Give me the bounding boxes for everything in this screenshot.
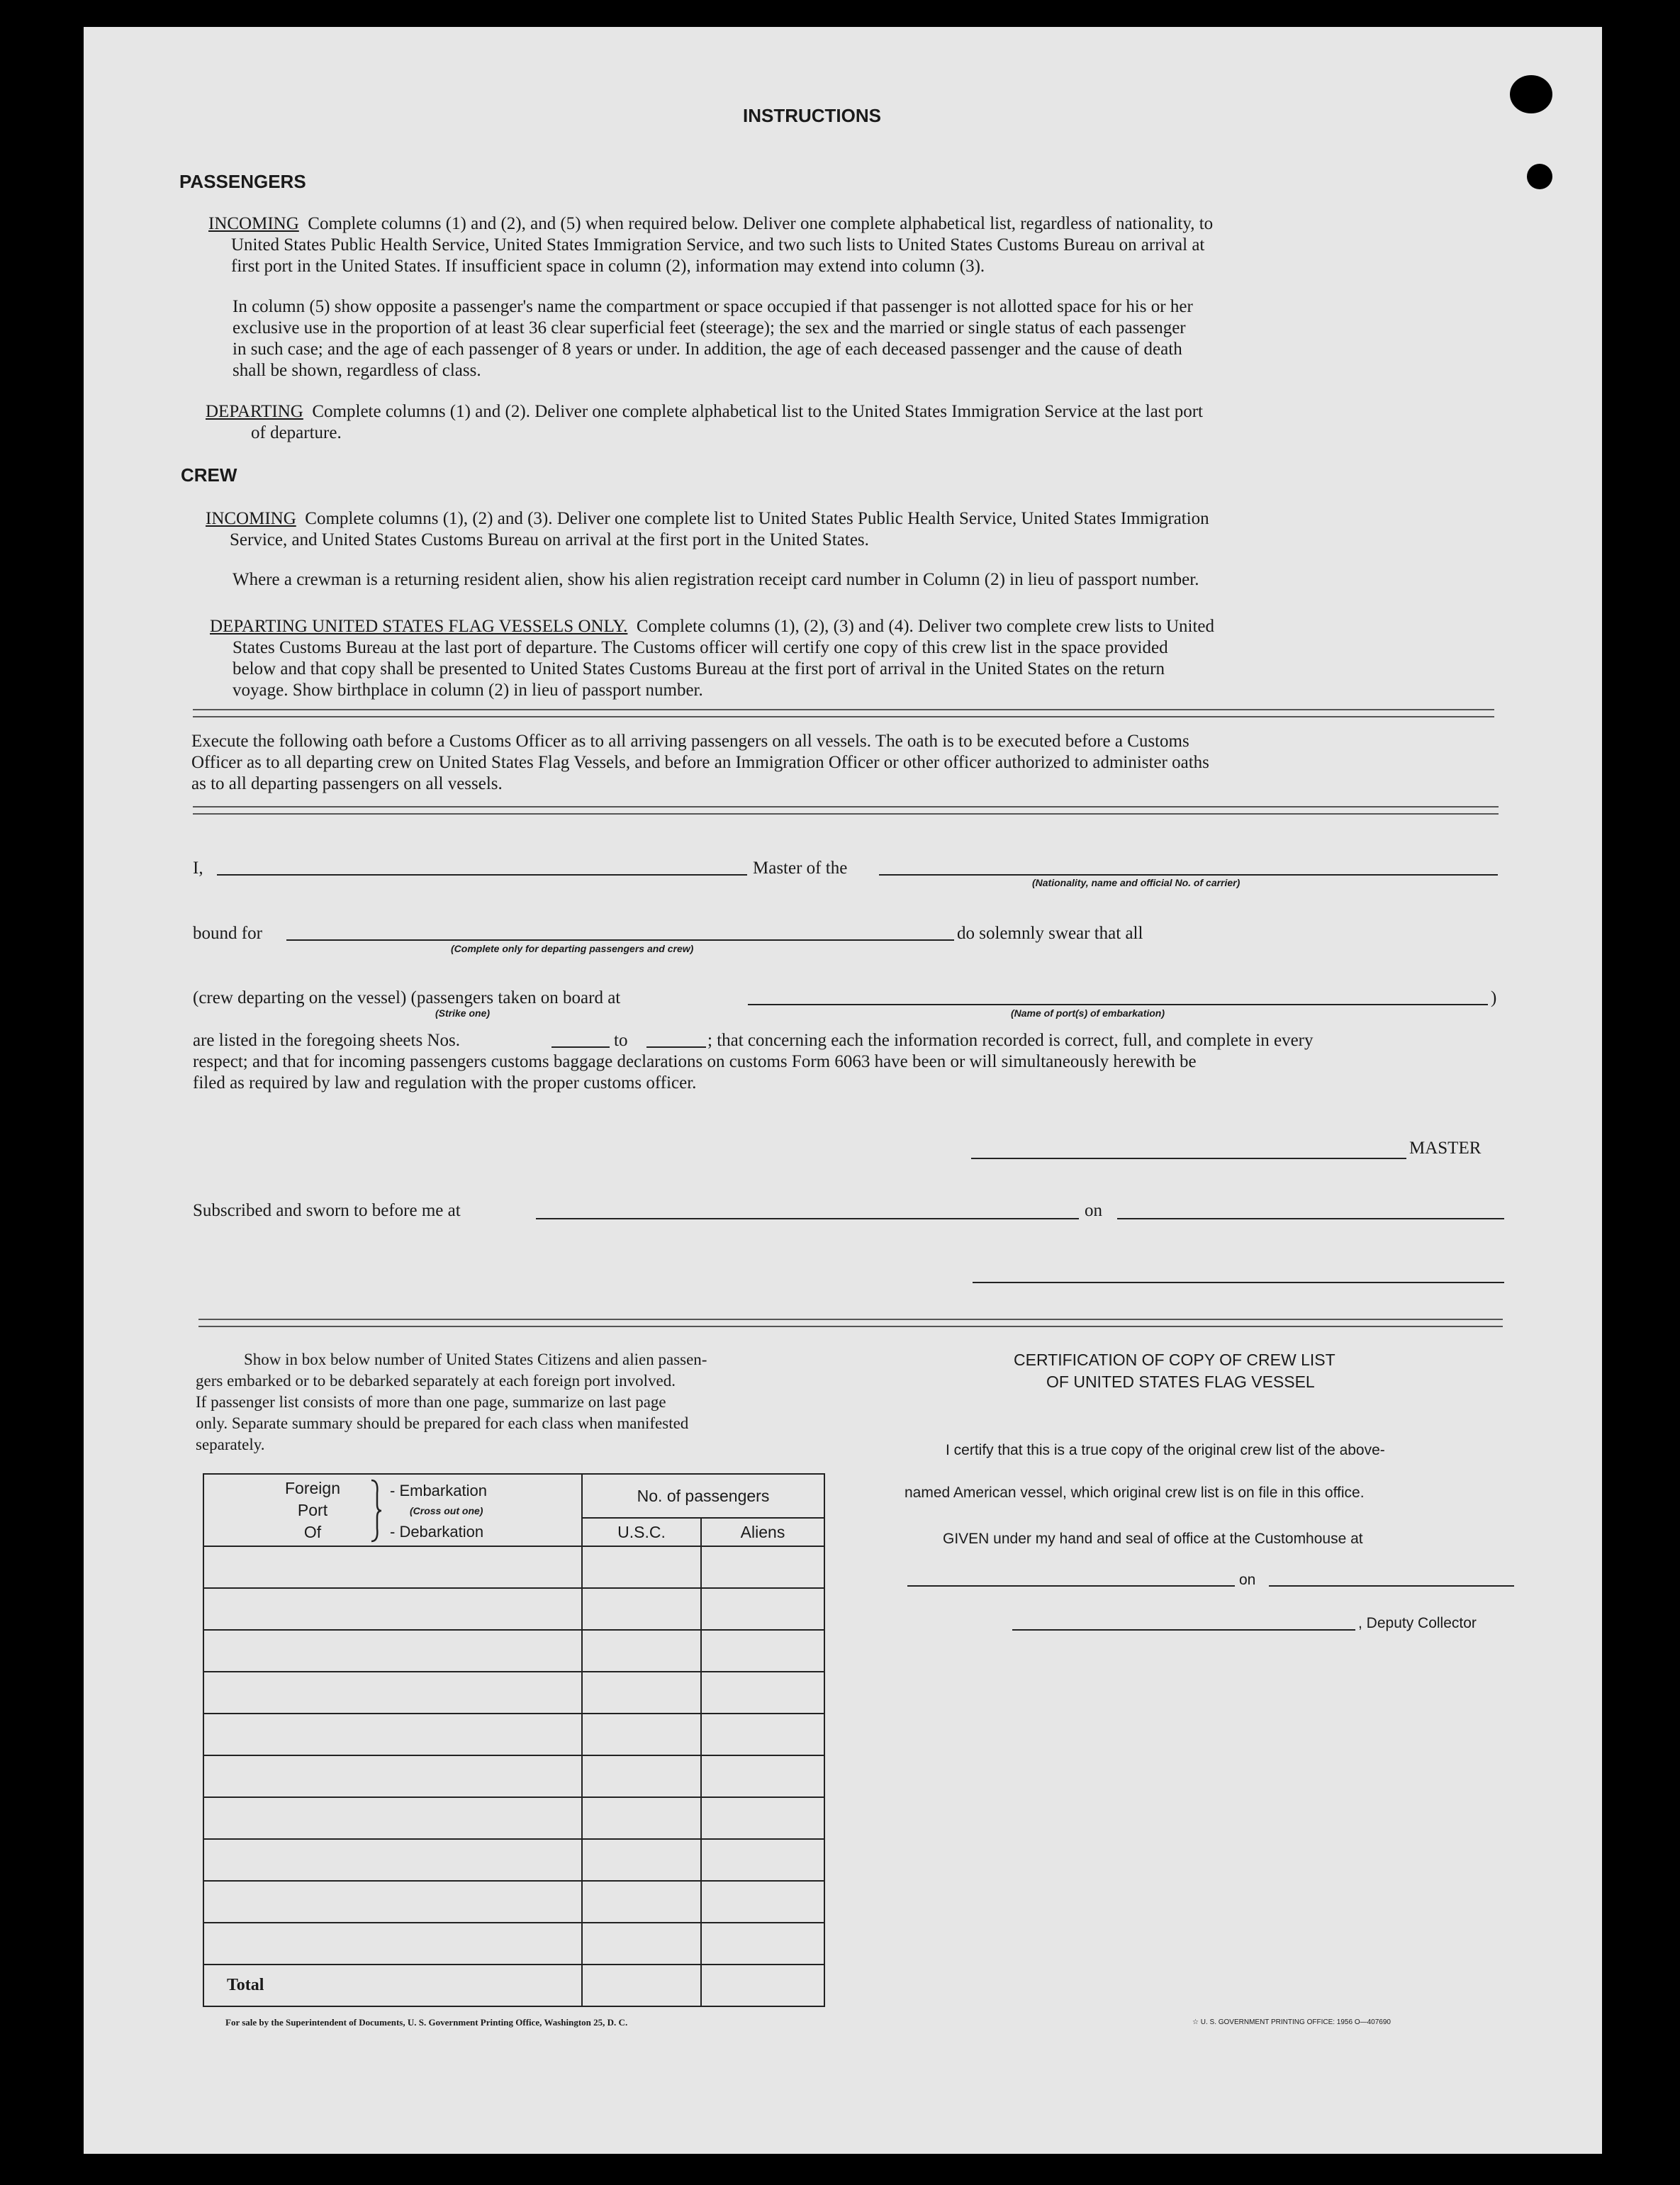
aliens-cell[interactable] [701,1839,824,1881]
listed-line-2: respect; and that for incoming passengers customs baggage declarations on customs Form 6063 have been or will simultaneously herewith be [193,1052,1197,1071]
text-line: Complete columns (1) and (2), and (5) when required below. Deliver one complete alphabetical list, regardless of nationality, to [308,214,1214,233]
carrier-note: (Nationality, name and official No. of carrier) [1032,877,1241,888]
text-line: first port in the United States. If insufficient space in column (2), information may extend into column (3). [231,257,985,276]
port-cell[interactable] [203,1630,582,1672]
table-row [203,1546,824,1588]
punch-hole-bottom [1527,164,1552,189]
text-line: shall be shown, regardless of class. [233,361,481,380]
text-line: gers embarked or to be debarked separately at each foreign port involved. [196,1372,676,1390]
usc-cell[interactable] [582,1630,701,1672]
crew-departing [210,616,1214,701]
punch-hole-top [1510,75,1552,113]
passengers-departing [206,401,1203,444]
aliens-cell[interactable] [701,1755,824,1797]
footer-right: ☆ U. S. GOVERNMENT PRINTING OFFICE: 1956 O—407690 [1192,2018,1391,2026]
text-line: In column (5) show opposite a passenger's name the compartment or space occupied if that passenger is not allotted space for his or her [233,297,1193,316]
oath-i-label: I, [193,859,203,878]
customhouse-field[interactable] [907,1585,1235,1587]
embarkation-label: - Embarkation [390,1482,487,1499]
aliens-cell[interactable] [701,1546,824,1588]
text-line: Officer as to all departing crew on United States Flag Vessels, and before an Immigration Officer or other officer authorized to administer oaths [191,753,1209,772]
bound-for-note: (Complete only for departing passengers and crew) [451,943,694,954]
passengers-column5-note [233,296,1193,381]
crew-heading: CREW [181,464,237,486]
usc-cell[interactable] [582,1881,701,1923]
subscribed-label: Subscribed and sworn to before me at [193,1201,461,1220]
table-row [203,1797,824,1839]
table-row [203,1923,824,1965]
usc-cell[interactable] [582,1755,701,1797]
usc-cell[interactable] [582,1672,701,1714]
brace-icon [369,1479,383,1543]
master-name-field[interactable] [217,874,747,876]
master-signature-field[interactable] [971,1158,1406,1159]
text-line: exclusive use in the proportion of at least 36 clear superficial feet (steerage); the sex and the married or single status of each passenger [233,318,1186,337]
aliens-cell[interactable] [701,1588,824,1630]
oath-intro [191,731,1209,795]
certification-line-2: named American vessel, which original crew list is on file in this office. [905,1485,1365,1501]
divider-rule [193,806,1499,815]
sworn-date-field[interactable] [1117,1218,1504,1219]
port-cell[interactable] [203,1797,582,1839]
passengers-heading: PASSENGERS [179,171,306,192]
text-line: Complete columns (1), (2) and (3). Deliver one complete list to United States Public Health Service, United States Immigration [305,509,1209,528]
close-paren: ) [1491,988,1497,1007]
sworn-on-label: on [1085,1201,1102,1220]
footer-left: For sale by the Superintendent of Documents, U. S. Government Printing Office, Washington 25, D. C. [225,2017,628,2028]
text-line: If passenger list consists of more than one page, summarize on last page [196,1393,666,1411]
bound-for-field[interactable] [286,939,954,941]
divider-rule [198,1319,1503,1327]
divider-rule [193,709,1494,717]
crew-departing-label: DEPARTING UNITED STATES FLAG VESSELS ONLY. [210,617,628,636]
text-line: Service, and United States Customs Bureau on arrival at the first port in the United States. [230,530,869,549]
crew-incoming [206,508,1209,551]
usc-cell[interactable] [582,1923,701,1965]
text-line: as to all departing passengers on all vessels. [191,774,503,793]
bound-for-label: bound for [193,924,262,943]
total-label: Total [203,1965,582,2006]
usc-cell[interactable] [582,1714,701,1755]
usc-cell[interactable] [582,1839,701,1881]
of-label: Of [303,1523,322,1541]
summary-instructions [196,1349,707,1455]
table-row [203,1839,824,1881]
listed-to: to [614,1031,628,1050]
table-row [203,1630,824,1672]
certification-on-label: on [1239,1572,1256,1588]
port-header-cell [203,1474,582,1546]
text-line: below and that copy shall be presented to United States Customs Bureau at the first port of arrival in the United States on the return [233,659,1165,678]
usc-header: U.S.C. [582,1518,701,1546]
port-cell[interactable] [203,1881,582,1923]
aliens-cell[interactable] [701,1923,824,1965]
usc-cell[interactable] [582,1588,701,1630]
text-line: of departure. [251,423,342,442]
table-row [203,1755,824,1797]
usc-cell[interactable] [582,1797,701,1839]
deputy-signature-field[interactable] [1012,1629,1355,1631]
no-of-passengers-header: No. of passengers [582,1474,824,1518]
port-cell[interactable] [203,1588,582,1630]
cross-out-note: (Cross out one) [410,1505,483,1516]
master-label: MASTER [1409,1139,1482,1158]
port-cell[interactable] [203,1755,582,1797]
officer-signature-field[interactable] [973,1282,1504,1283]
swear-text: do solemnly swear that all [957,924,1143,943]
text-line: Where a crewman is a returning resident alien, show his alien registration receipt card number in Column (2) in lieu of passport number. [233,570,1199,589]
text-line: in such case; and the age of each passenger of 8 years or under. In addition, the age of each deceased passenger and the cause of death [233,340,1182,359]
aliens-cell[interactable] [701,1630,824,1672]
table-header-row [203,1474,824,1518]
debarkation-label: - Debarkation [390,1523,484,1541]
usc-total-cell[interactable] [582,1965,701,2006]
crew-incoming-label: INCOMING [206,509,296,528]
total-row [203,1965,824,2006]
text-line: Complete columns (1) and (2). Deliver one complete alphabetical list to the United States Immigration Service at the last port [312,402,1203,421]
aliens-header: Aliens [701,1518,824,1546]
certification-title-2: OF UNITED STATES FLAG VESSEL [1046,1373,1315,1391]
passenger-summary-table [203,1473,825,2007]
table-row [203,1881,824,1923]
listed-line-3: filed as required by law and regulation with the proper customs officer. [193,1073,697,1092]
usc-cell[interactable] [582,1546,701,1588]
ports-note: (Name of port(s) of embarkation) [1011,1007,1165,1019]
sheet-from-field[interactable] [551,1046,610,1048]
sheet-to-field[interactable] [646,1046,706,1048]
certification-line-3: GIVEN under my hand and seal of office at the Customhouse at [943,1531,1363,1547]
aliens-cell[interactable] [701,1672,824,1714]
port-cell[interactable] [203,1672,582,1714]
listed-text-b: ; that concerning each the information recorded is correct, full, and complete in every [707,1031,1314,1050]
table-row [203,1672,824,1714]
aliens-cell[interactable] [701,1797,824,1839]
text-line: Execute the following oath before a Customs Officer as to all arriving passengers on all vessels. The oath is to be executed before a Customs [191,732,1189,751]
port-cell[interactable] [203,1714,582,1755]
embarkation-ports-field[interactable] [748,1004,1488,1005]
text-line: Show in box below number of United States Citizens and alien passen- [244,1351,707,1368]
port-header-labels [281,1477,345,1543]
certification-date-field[interactable] [1269,1585,1514,1587]
listed-text-a: are listed in the foregoing sheets Nos. [193,1031,460,1050]
certification-title-1: CERTIFICATION OF COPY OF CREW LIST [1014,1351,1335,1369]
crew-departing-text: (crew departing on the vessel) (passengers taken on board at [193,988,621,1007]
text-line: United States Public Health Service, United States Immigration Service, and two such lists to United States Customs Bureau on arrival at [231,235,1205,255]
text-line: separately. [196,1436,265,1453]
deputy-collector-label: , Deputy Collector [1358,1615,1477,1631]
carrier-field[interactable] [879,874,1498,876]
strike-one-note: (Strike one) [435,1007,491,1019]
text-line: voyage. Show birthplace in column (2) in lieu of passport number. [233,681,703,700]
aliens-total-cell[interactable] [701,1965,824,2006]
aliens-cell[interactable] [701,1714,824,1755]
table-row [203,1714,824,1755]
sworn-place-field[interactable] [536,1218,1079,1219]
certification-line-1: I certify that this is a true copy of the original crew list of the above- [946,1442,1385,1458]
crew-resident-note [233,569,1199,591]
text-line: States Customs Bureau at the last port of departure. The Customs officer will certify one copy of this crew list in the space provided [233,638,1168,657]
foreign-label: Foreign [285,1479,340,1497]
passengers-incoming [208,213,1213,277]
text-line: Complete columns (1), (2), (3) and (4). Deliver two complete crew lists to United [636,617,1214,636]
port-cell[interactable] [203,1839,582,1881]
aliens-cell[interactable] [701,1881,824,1923]
passengers-departing-label: DEPARTING [206,402,303,421]
table-row [203,1588,824,1630]
port-cell[interactable] [203,1546,582,1588]
text-line: only. Separate summary should be prepared for each class when manifested [196,1414,689,1432]
port-label: Port [297,1501,328,1519]
port-cell[interactable] [203,1923,582,1965]
page-title: INSTRUCTIONS [743,105,881,126]
passengers-incoming-label: INCOMING [208,214,299,233]
master-of-the-label: Master of the [753,859,848,878]
